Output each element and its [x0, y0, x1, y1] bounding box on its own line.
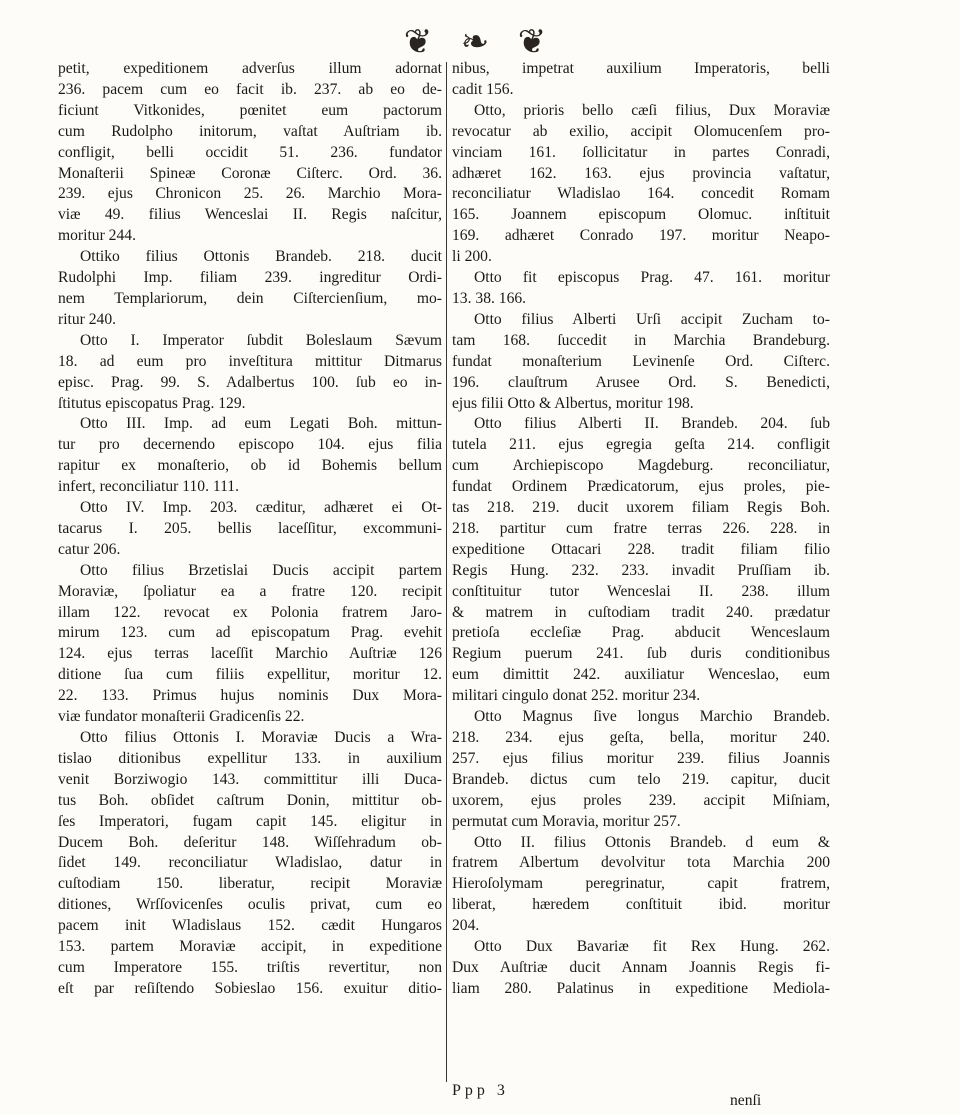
text-line: 218. 234. ejus geſta, bella, moritur 240. — [452, 729, 830, 746]
text-line: petit, expeditionem adverſus illum adornat — [58, 60, 442, 77]
text-line: ſtitutus episcopatus Prag. 129. — [58, 394, 246, 412]
text-line: tacarus I. 205. bellis laceſſitur, excommuni- — [58, 519, 442, 537]
text-line: adhæret 162. 163. ejus provincia vaſtatur, — [452, 164, 830, 182]
text-line: 204. — [452, 917, 480, 935]
text-line: tur pro decernendo episcopo 104. ejus filia — [58, 436, 442, 454]
text-line: 196. clauſtrum Arusee Ord. S. Benedicti, — [452, 373, 830, 391]
text-line: conſtituitur tutor Wenceslai II. 238. illum — [452, 582, 830, 600]
text-line: infert, reconciliatur 110. 111. — [58, 478, 239, 496]
text-line: ritur 240. — [58, 310, 117, 328]
text-line: 13. 38. 166. — [452, 289, 527, 307]
text-line: nem Templariorum, dein Ciſtercienſium, mo- — [58, 289, 442, 307]
text-line: 236. pacem cum eo facit ib. 237. ab eo de- — [58, 80, 442, 98]
text-line: tam 168. ſuccedit in Marchia Brandeburg. — [452, 331, 830, 349]
text-line: cum Imperatore 155. triſtis revertitur, non — [58, 958, 442, 976]
text-line: Otto I. Imperator ſubdit Boleslaum Sævum — [80, 331, 442, 349]
text-line: 218. partitur cum fratre terras 226. 228. in — [452, 519, 830, 537]
text-line: tutela 211. ejus egregia geſta 214. confligit — [452, 436, 830, 454]
text-line: liberat, hæredem conſtituit ibid. moritur — [452, 896, 830, 914]
text-line: nibus, impetrat auxilium Imperatoris, belli — [452, 60, 830, 77]
text-line: tus Boh. obſidet caſtrum Donin, mittitur ob- — [58, 791, 442, 809]
text-line: li 200. — [452, 248, 492, 266]
text-line: tislao ditionibus expellitur 133. in auxilium — [58, 749, 442, 767]
text-line: Otto II. filius Ottonis Brandeb. d eum & — [474, 833, 830, 851]
text-line: Otto Magnus ſive longus Marchio Brandeb. — [474, 708, 830, 726]
text-line: 169. adhæret Conrado 197. moritur Neapo- — [452, 227, 830, 245]
text-line: Otto fit episcopus Prag. 47. 161. moritur — [474, 269, 830, 287]
text-line: Ducem Boh. deſeritur 148. Wiſſehradum ob- — [58, 833, 442, 851]
left-column — [58, 59, 442, 1000]
text-line: 165. Joannem episcopum Olomuc. inſtituit — [452, 206, 830, 224]
text-line: 153. partem Moraviæ accipit, in expeditione — [58, 938, 442, 956]
column-divider — [446, 62, 447, 1082]
text-line: pacem init Wladislaus 152. cædit Hungaros — [58, 917, 442, 935]
text-line: eum dimittit 242. auxiliatur Wenceslao, eum — [452, 666, 830, 684]
text-line: permutat cum Moravia, moritur 257. — [452, 812, 681, 830]
text-line: Otto filius Alberti II. Brandeb. 204. ſub — [474, 415, 830, 433]
text-line: Moraviæ, ſpoliatur ea a fratre 120. recipit — [58, 582, 442, 600]
text-line: uxorem, ejus proles 239. accipit Miſniam, — [452, 791, 830, 809]
text-line: Dux Auſtriæ ducit Annam Joannis Regis fi- — [452, 958, 830, 976]
text-line: liam 280. Palatinus in expeditione Mediola- — [452, 979, 830, 997]
text-line: viæ fundator monaſterii Gradicenſis 22. — [58, 708, 305, 726]
text-line: confligit, belli occidit 51. 236. fundator — [58, 143, 442, 161]
text-line: cuſtodiam 150. liberatur, recipit Moraviæ — [58, 875, 442, 893]
text-line: militari cingulo donat 252. moritur 234. — [452, 687, 701, 705]
text-line: 124. ejus terras laceſſit Marchio Auſtriæ 126 — [58, 645, 442, 663]
signature-mark: Ppp 3 — [452, 1082, 509, 1099]
text-line: expeditione Ottacari 228. tradit filiam filio — [452, 540, 830, 558]
catchword: nenſi — [730, 1092, 762, 1109]
text-line: ejus filii Otto & Albertus, moritur 198. — [452, 394, 694, 412]
text-line: 239. ejus Chronicon 25. 26. Marchio Mora- — [58, 185, 442, 203]
text-line: mirum 123. cum ad episcopatum Prag. evehit — [58, 624, 442, 642]
text-line: Monaſterii Spineæ Coronæ Ciſterc. Ord. 36. — [58, 164, 442, 182]
text-line: pretioſa eccleſiæ Prag. abducit Wenceslaum — [452, 624, 830, 642]
text-line: rapitur ex monaſterio, ob id Bohemis bellum — [58, 457, 442, 475]
text-line: 18. ad eum pro inveſtitura mittitur Ditmarus — [58, 352, 442, 370]
text-line: moritur 244. — [58, 227, 136, 245]
text-line: Otto Dux Bavariæ fit Rex Hung. 262. — [474, 938, 830, 956]
text-line: tas 218. 219. ducit uxorem filiam Regis Boh. — [452, 499, 830, 517]
text-line: Otto, prioris bello cæſi filius, Dux Moraviæ — [474, 101, 830, 119]
text-line: 257. ejus filius moritur 239. filius Joannis — [452, 749, 830, 767]
text-line: Hieroſolymam peregrinatur, capit fratrem, — [452, 875, 830, 893]
text-line: eſt par reſiſtendo Sobieslao 156. exuitur ditio- — [58, 979, 442, 997]
text-line: cum Archiepiscopo Magdeburg. reconciliatur, — [452, 457, 830, 475]
text-line: Otto III. Imp. ad eum Legati Boh. mittun- — [80, 415, 442, 433]
text-line: Otto filius Ottonis I. Moraviæ Ducis a Wra- — [80, 729, 442, 746]
text-line: & matrem in cuſtodiam tradit 240. prædatur — [452, 603, 830, 621]
text-line: viæ 49. filius Wenceslai II. Regis naſcitur, — [58, 206, 442, 224]
text-line: reconciliatur Wladislao 164. concedit Romam — [452, 185, 830, 203]
text-line: Otto IV. Imp. 203. cæditur, adhæret ei Ot- — [80, 499, 442, 517]
text-line: Otto filius Alberti Urſi accipit Zucham to- — [474, 310, 830, 328]
text-line: Otto filius Brzetislai Ducis accipit partem — [80, 561, 442, 579]
text-line: catur 206. — [58, 540, 121, 558]
text-line: cum Rudolpho initorum, vaſtat Auſtriam ib. — [58, 122, 442, 140]
text-line: Brandeb. dictus cum telo 219. capitur, ducit — [452, 770, 830, 788]
right-column — [452, 59, 830, 1000]
text-line: cadit 156. — [452, 80, 514, 98]
header-ornament: ❦ ❧ ❦ — [403, 24, 557, 61]
text-line: Ottiko filius Ottonis Brandeb. 218. ducit — [80, 248, 442, 266]
text-line: episc. Prag. 99. S. Adalbertus 100. ſub eo in- — [58, 373, 442, 391]
text-line: ſidet 149. reconciliatur Wladislao, datur in — [58, 854, 442, 872]
text-line: revocatur ab exilio, accipit Olomucenſem pro- — [452, 122, 830, 140]
text-line: illam 122. revocat ex Polonia fratrem Jaro- — [58, 603, 442, 621]
text-line: fundat Ordinem Prædicatorum, ejus proles, pie- — [452, 478, 830, 496]
text-line: ditiones, Wrſſovicenſes oculis privat, cum eo — [58, 896, 442, 914]
text-line: Regium puerum 241. ſub duris conditionibus — [452, 645, 830, 663]
text-line: vinciam 161. ſollicitatur in partes Conradi, — [452, 143, 830, 161]
text-line: Rudolphi Imp. filiam 239. ingreditur Ordi- — [58, 269, 442, 287]
text-line: ſes Imperatori, fugam capit 145. eligitur in — [58, 812, 442, 830]
text-line: venit Borziwogio 143. committitur illi Duca- — [58, 770, 442, 788]
text-line: Regis Hung. 232. 233. invadit Pruſſiam ib. — [452, 561, 830, 579]
text-line: ficiunt Vitkonides, pœnitet eum pactorum — [58, 101, 442, 119]
text-line: fratrem Albertum devolvitur tota Marchia 200 — [452, 854, 830, 872]
text-line: ditione ſua cum filiis expellitur, moritur 12. — [58, 666, 442, 684]
text-line: 22. 133. Primus hujus nominis Dux Mora- — [58, 687, 442, 705]
text-line: fundat monaſterium Levinenſe Ord. Ciſterc. — [452, 352, 830, 370]
